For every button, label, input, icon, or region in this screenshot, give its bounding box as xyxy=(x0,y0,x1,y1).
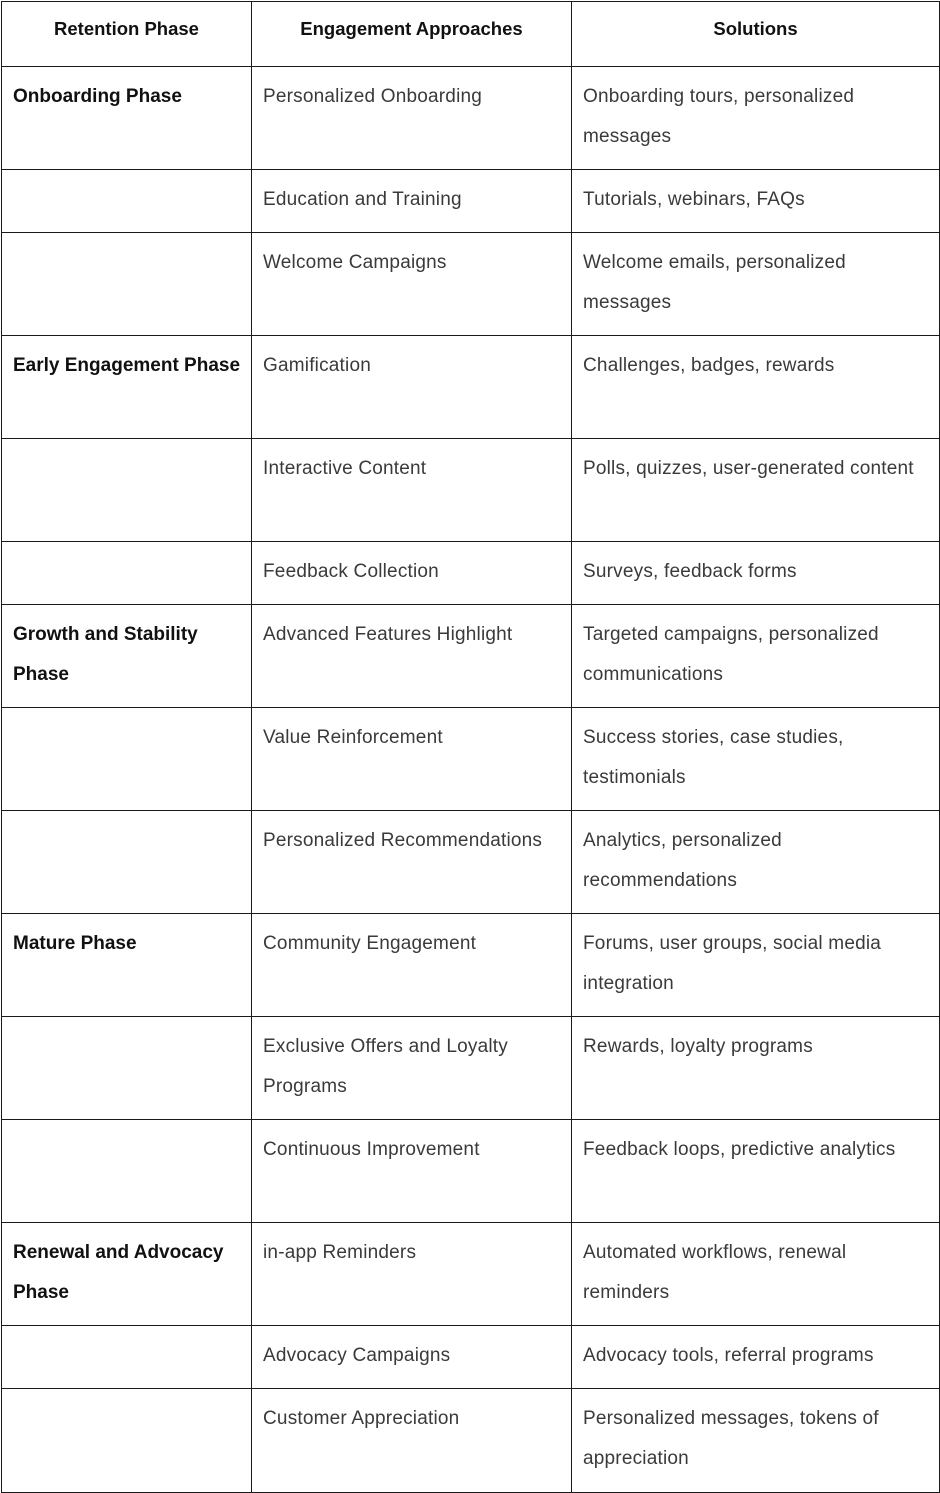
approach-cell: Personalized Recommendations xyxy=(252,811,572,914)
header-row xyxy=(2,2,940,67)
table-row xyxy=(2,336,940,439)
phase-cell: Mature Phase xyxy=(2,914,252,1017)
retention-table xyxy=(1,1,940,1493)
approach-cell: Exclusive Offers and Loyalty Programs xyxy=(252,1017,572,1120)
approach-cell: Continuous Improvement xyxy=(252,1120,572,1223)
phase-cell xyxy=(2,439,252,542)
approach-cell: Advocacy Campaigns xyxy=(252,1326,572,1389)
approach-cell: Advanced Features Highlight xyxy=(252,605,572,708)
solution-cell: Feedback loops, predictive analytics xyxy=(572,1120,940,1223)
solution-cell: Surveys, feedback forms xyxy=(572,542,940,605)
phase-cell: Early Engagement Phase xyxy=(2,336,252,439)
approach-cell: Welcome Campaigns xyxy=(252,233,572,336)
solution-cell: Success stories, case studies, testimonials xyxy=(572,708,940,811)
solution-cell: Rewards, loyalty programs xyxy=(572,1017,940,1120)
approach-cell: Education and Training xyxy=(252,170,572,233)
solution-cell: Polls, quizzes, user-generated content xyxy=(572,439,940,542)
solution-cell: Welcome emails, personalized messages xyxy=(572,233,940,336)
approach-cell: Gamification xyxy=(252,336,572,439)
approach-cell: Feedback Collection xyxy=(252,542,572,605)
phase-cell xyxy=(2,233,252,336)
approach-cell: Community Engagement xyxy=(252,914,572,1017)
phase-cell xyxy=(2,1326,252,1389)
header-solutions: Solutions xyxy=(572,2,940,67)
table-row xyxy=(2,1120,940,1223)
phase-cell xyxy=(2,1017,252,1120)
table-row xyxy=(2,233,940,336)
phase-cell xyxy=(2,811,252,914)
phase-cell xyxy=(2,1120,252,1223)
table-row xyxy=(2,542,940,605)
solution-cell: Advocacy tools, referral programs xyxy=(572,1326,940,1389)
table-row xyxy=(2,605,940,708)
table-row xyxy=(2,708,940,811)
phase-cell: Renewal and Advocacy Phase xyxy=(2,1223,252,1326)
solution-cell: Personalized messages, tokens of appreciation xyxy=(572,1389,940,1493)
solution-cell: Targeted campaigns, personalized communications xyxy=(572,605,940,708)
solution-cell: Analytics, personalized recommendations xyxy=(572,811,940,914)
table-row xyxy=(2,439,940,542)
header-retention-phase: Retention Phase xyxy=(2,2,252,67)
header-engagement-approaches: Engagement Approaches xyxy=(252,2,572,67)
table-row xyxy=(2,1017,940,1120)
table-row xyxy=(2,170,940,233)
phase-cell xyxy=(2,1389,252,1493)
solution-cell: Automated workflows, renewal reminders xyxy=(572,1223,940,1326)
solution-cell: Onboarding tours, personalized messages xyxy=(572,67,940,170)
table-row xyxy=(2,67,940,170)
phase-cell: Growth and Stability Phase xyxy=(2,605,252,708)
phase-cell xyxy=(2,542,252,605)
phase-cell: Onboarding Phase xyxy=(2,67,252,170)
approach-cell: Value Reinforcement xyxy=(252,708,572,811)
approach-cell: Personalized Onboarding xyxy=(252,67,572,170)
solution-cell: Forums, user groups, social media integration xyxy=(572,914,940,1017)
approach-cell: in-app Reminders xyxy=(252,1223,572,1326)
approach-cell: Interactive Content xyxy=(252,439,572,542)
solution-cell: Tutorials, webinars, FAQs xyxy=(572,170,940,233)
table-row xyxy=(2,914,940,1017)
table-row xyxy=(2,811,940,914)
approach-cell: Customer Appreciation xyxy=(252,1389,572,1493)
table-row xyxy=(2,1223,940,1326)
phase-cell xyxy=(2,708,252,811)
phase-cell xyxy=(2,170,252,233)
table-row xyxy=(2,1389,940,1493)
solution-cell: Challenges, badges, rewards xyxy=(572,336,940,439)
table-row xyxy=(2,1326,940,1389)
